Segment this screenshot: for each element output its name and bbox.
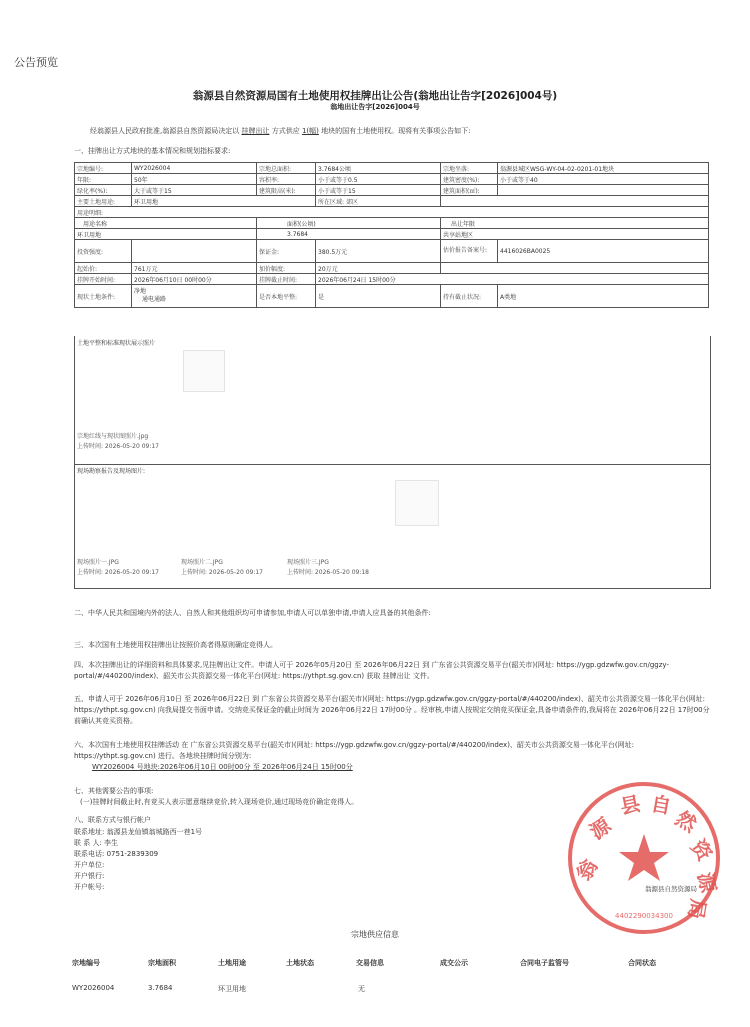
- table-cell: 小于或等于40: [498, 174, 709, 185]
- table-cell: 挂牌截止时间:: [257, 274, 316, 285]
- table-cell: 2026年06月24日 15时00分: [316, 274, 709, 285]
- svg-text:自: 自: [649, 791, 673, 819]
- table-cell: 建筑密度(%):: [441, 174, 498, 185]
- supply-info-title: 宗地供应信息: [351, 930, 399, 939]
- table-cell: A类地: [498, 285, 709, 308]
- file-name[interactable]: 现场照片二.JPG: [181, 559, 223, 566]
- announcement-number: 翁地出让告字[2026]004号: [330, 103, 420, 111]
- table-cell: 2026年06月10日 00时00分: [132, 274, 257, 285]
- table-row: [75, 229, 709, 240]
- intro-method: 挂牌出让: [241, 127, 270, 135]
- svg-text:县: 县: [618, 791, 643, 819]
- table-cell: [441, 196, 709, 207]
- issuer-signature: 翁源县自然资源局: [645, 885, 697, 893]
- contact-person: 联 系 人: 李生: [74, 839, 119, 847]
- table-cell: 挂牌开始时间:: [75, 274, 132, 285]
- land-parcel-table: [74, 162, 709, 308]
- table-cell: 大于或等于15: [132, 185, 257, 196]
- region-value: 郊区: [345, 198, 358, 206]
- paragraph-3: 三、本次国有土地使用权挂牌出让按照价高者得原则确定竞得人。: [74, 641, 277, 649]
- table-cell: 宗地编号:: [75, 163, 132, 174]
- paragraph-6: 六、本次国有土地使用权挂牌活动 在 广东省公共资源交易平台(韶关市)(网址: https://ygp.gdzwfw.gov.cn/ggzy-portal/#/440200/index)、韶关市公共资源交易一体化平台(网址: https://ythpt.sg.gov.cn) 进行。各地块挂牌时间分别为:: [74, 741, 635, 760]
- column-header: 土地状态: [286, 959, 314, 967]
- intro-prefix: 经翁源县人民政府批准,翁源县自然资源局决定以: [90, 127, 240, 135]
- paragraph-4: 四、本次挂牌出让的详细资料和具体要求,见挂牌出让文件。申请人可于 2026年05月20日 至 2026年06月22日 到 广东省公共资源交易平台(韶关市)(网址: https://ygp.gdzwfw.gov.cn/ggzy-portal/#/440200/index)、韶关市公共资源交易一体化平台(网址: https://ythpt.sg.gov.cn) 获取 挂牌出让 文件。: [74, 661, 669, 680]
- table-cell: 加价幅度:: [257, 263, 316, 274]
- upload-time: 上传时间: 2026-05-20 09:17: [181, 569, 263, 576]
- table-cell: [132, 240, 257, 263]
- intro-suffix: 地块的国有土地使用权。现将有关事项公告如下:: [321, 127, 471, 135]
- table-cell: 是否本地平整:: [257, 285, 316, 308]
- condition-line-2: 通电通路: [142, 296, 167, 303]
- svg-text:资: 资: [685, 835, 718, 866]
- table-cell: WY2026004: [132, 163, 257, 174]
- file-name[interactable]: 现场照片三.JPG: [287, 559, 329, 566]
- condition-line-1: 净地: [134, 288, 147, 295]
- table-cell: 翁源县城区WSG-WY-04-02-0201-01地块: [498, 163, 709, 174]
- table-cell: 投资强度:: [75, 240, 132, 263]
- intro-count: 1(幅): [301, 127, 319, 135]
- table-row: [75, 218, 709, 229]
- image-placeholder[interactable]: [183, 350, 225, 392]
- contact-address: 联系地址: 翁源县龙仙镇翁城路西一巷1号: [74, 828, 203, 836]
- table-row: [75, 163, 709, 174]
- table-cell: 用途名称: [75, 218, 257, 229]
- account-bank: 开户银行:: [74, 872, 105, 880]
- official-seal-icon: [564, 778, 724, 938]
- table-cell: [316, 196, 441, 207]
- table-row: [75, 185, 709, 196]
- table-cell: 出让年限: [441, 218, 709, 229]
- table-cell: 绿化率(%):: [75, 185, 132, 196]
- contact-phone: 联系电话: 0751-2839309: [74, 850, 159, 858]
- table-cell: 3.7684: [257, 229, 441, 240]
- table-cell: 20万元: [316, 263, 441, 274]
- table-cell: 建筑限高(米):: [257, 185, 316, 196]
- file-name[interactable]: 现场照片一.JPG: [77, 559, 119, 566]
- table-cell: 3.7684公顷: [316, 163, 441, 174]
- table-cell: [132, 285, 257, 308]
- paragraph-8: 八、联系方式与银行帐户: [74, 816, 151, 824]
- photo-area-survey: [74, 464, 711, 589]
- column-header: 合同电子监管号: [520, 959, 569, 967]
- paragraph-5: 五、申请人可于 2026年06月10日 至 2026年06月22日 到 广东省公共资源交易平台(韶关市)(网址: https://ygp.gdzwfw.gov.cn/ggzy-portal/#/440200/index)、韶关市公共资源交易一体化平台(网址: https://ythpt.sg.gov.cn) 向我局提交书面申请。交纳竞买保证金的截止时间为 2026年06月22日 17时00分 。经审核,申请人按规定交纳竞买保证金,具备申请条件的,我局将在 2026年06月22日 17时00分 前确认其竞买资格。: [74, 695, 710, 725]
- contact-block: [74, 827, 202, 893]
- supply-cell: 无: [358, 985, 365, 993]
- svg-text:源: 源: [693, 870, 721, 895]
- table-cell: 建筑面积(㎡):: [441, 185, 498, 196]
- column-header: 成交公示: [440, 959, 468, 967]
- table-cell: [441, 263, 709, 274]
- table-cell: 761万元: [132, 263, 257, 274]
- intro-mid: 方式供应: [271, 127, 300, 135]
- intro-paragraph: [90, 126, 470, 136]
- paragraph-7a: (一)挂牌时间截止时,有竞买人表示愿意继续竞价,转入现场竞价,通过现场竞价确定竞得人。: [80, 798, 359, 806]
- table-row: [75, 274, 709, 285]
- table-cell: 环卫用地: [75, 229, 257, 240]
- column-header: 交易信息: [356, 959, 384, 967]
- account-unit: 开户单位:: [74, 861, 105, 869]
- table-cell: 小于或等于0.5: [316, 174, 441, 185]
- svg-text:源: 源: [585, 812, 616, 845]
- table-cell: 是: [316, 285, 441, 308]
- seal-code: 4402290034300: [615, 912, 673, 920]
- table-cell: 起始价:: [75, 263, 132, 274]
- table-row: [75, 196, 709, 207]
- upload-time: 上传时间: 2026-05-20 09:17: [77, 569, 159, 576]
- table-cell: 持有截止状况:: [441, 285, 498, 308]
- supply-cell: WY2026004: [72, 984, 115, 992]
- announcement-title: 翁源县自然资源局国有土地使用权挂牌出让公告(翁地出让告字[2026]004号): [192, 90, 558, 102]
- svg-text:局: 局: [683, 897, 711, 921]
- table-row: [75, 240, 709, 263]
- table-row: [75, 207, 709, 218]
- region-label: 所在区域:: [318, 198, 345, 206]
- column-header: 宗地面积: [148, 959, 176, 967]
- table-cell: 宗地总面积:: [257, 163, 316, 174]
- section-1-heading: 一、挂牌出让方式地块的基本情况和规划指标要求:: [74, 147, 231, 155]
- file-name[interactable]: 宗地红线与现状图照片.jpg: [77, 433, 149, 440]
- table-cell: 用途明细:: [75, 207, 709, 218]
- table-cell: 环卫用地: [132, 196, 316, 207]
- upload-time: 上传时间: 2026-05-20 09:18: [287, 569, 369, 576]
- svg-text:然: 然: [671, 805, 702, 837]
- table-cell: 保证金:: [257, 240, 316, 263]
- file-info: [77, 432, 159, 452]
- table-cell: 年限:: [75, 174, 132, 185]
- schedule-text: WY2026004 号地块:2026年06月10日 00时00分 至 2026年06月24日 15时00分: [92, 763, 353, 771]
- table-cell: 380.5万元: [316, 240, 441, 263]
- image-placeholder[interactable]: [395, 480, 439, 526]
- paragraph-2: 二、中华人民共和国境内外的法人、自然人和其他组织均可申请参加,申请人可以单独申请,申请人应具备的其他条件:: [74, 609, 431, 617]
- file-info: [287, 558, 369, 578]
- table-row: [75, 285, 709, 308]
- photo-area-label: 土地平整和标准现状展示照片: [77, 340, 156, 347]
- table-cell: 小于或等于15: [316, 185, 441, 196]
- photo-area-label: 现场勘察报告及现场图片:: [77, 468, 146, 475]
- table-cell: 容积率:: [257, 174, 316, 185]
- file-info: [181, 558, 263, 578]
- table-cell: 面积(公顷): [257, 218, 441, 229]
- photo-area-site: [74, 336, 711, 465]
- table-cell: 50年: [132, 174, 257, 185]
- account-number: 开户帐号:: [74, 883, 105, 891]
- file-info: [77, 558, 159, 578]
- upload-time: 上传时间: 2026-05-20 09:17: [77, 443, 159, 450]
- table-cell: 主要土地用途:: [75, 196, 132, 207]
- table-cell: [498, 185, 709, 196]
- table-row: [75, 174, 709, 185]
- svg-text:翁: 翁: [571, 855, 603, 885]
- paragraph-7: 七、其他需要公告的事项:: [74, 787, 154, 795]
- table-cell: 估价报告备案号:: [441, 240, 498, 263]
- supply-cell: 环卫用地: [218, 985, 246, 993]
- column-header: 宗地编号: [72, 959, 100, 967]
- table-cell: 4416026BA0025: [498, 240, 709, 263]
- table-cell: 现状土地条件:: [75, 285, 132, 308]
- table-row: [75, 263, 709, 274]
- column-header: 合同状态: [628, 959, 656, 967]
- table-cell: 共享站地区: [441, 229, 709, 240]
- table-cell: 宗地坐落:: [441, 163, 498, 174]
- preview-label: 公告预览: [14, 56, 58, 69]
- column-header: 土地用途: [218, 959, 246, 967]
- supply-cell: 3.7684: [148, 984, 173, 992]
- paragraph-6-schedule: [92, 762, 732, 773]
